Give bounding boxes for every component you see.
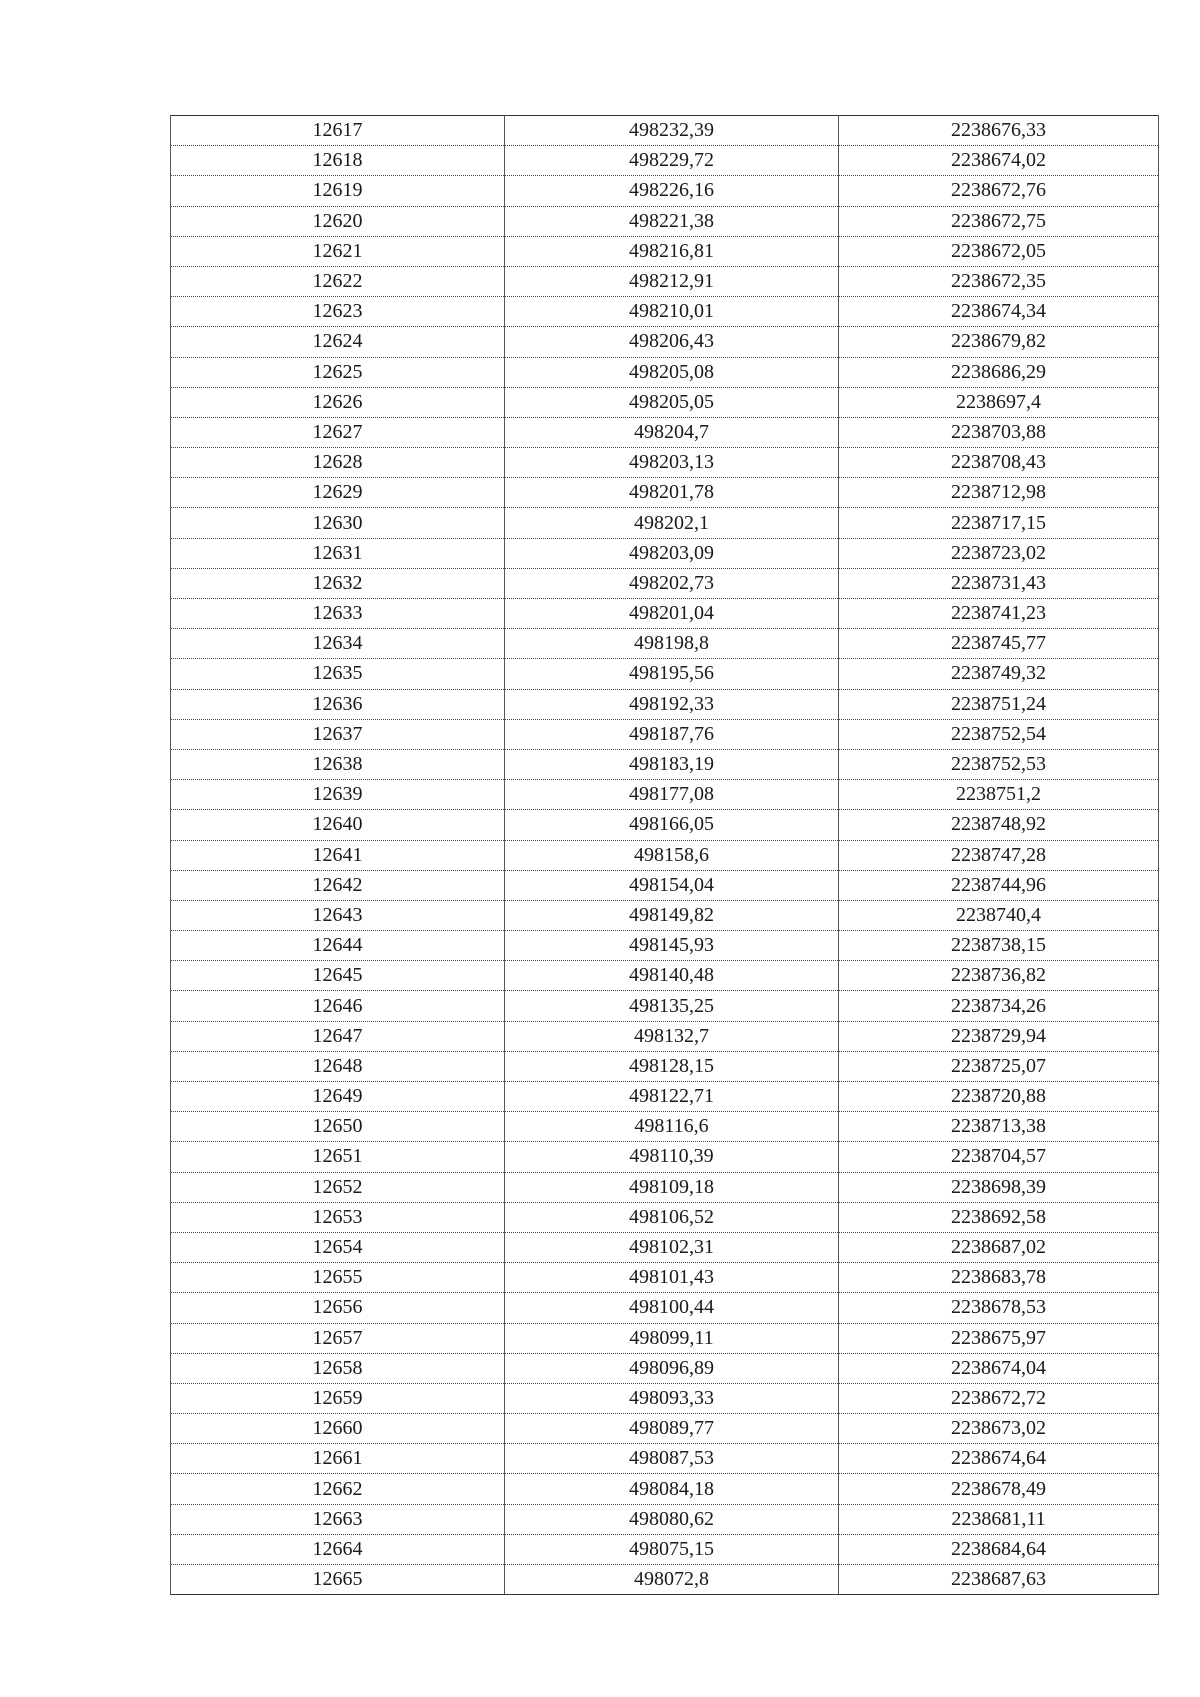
x-coordinate-cell: 498166,05 (505, 810, 839, 840)
point-number-cell: 12656 (171, 1293, 505, 1323)
x-coordinate-cell: 498203,13 (505, 448, 839, 478)
table-row (171, 478, 1159, 508)
table-row (171, 780, 1159, 810)
y-coordinate-cell: 2238681,11 (839, 1504, 1159, 1534)
point-number-cell: 12664 (171, 1534, 505, 1564)
x-coordinate-cell: 498201,04 (505, 599, 839, 629)
y-coordinate-cell: 2238731,43 (839, 568, 1159, 598)
y-coordinate-cell: 2238674,04 (839, 1353, 1159, 1383)
x-coordinate-cell: 498202,73 (505, 568, 839, 598)
table-row (171, 417, 1159, 447)
y-coordinate-cell: 2238683,78 (839, 1263, 1159, 1293)
y-coordinate-cell: 2238678,49 (839, 1474, 1159, 1504)
table-row (171, 931, 1159, 961)
point-number-cell: 12648 (171, 1051, 505, 1081)
table-row (171, 1232, 1159, 1262)
y-coordinate-cell: 2238687,02 (839, 1232, 1159, 1262)
table-row (171, 568, 1159, 598)
x-coordinate-cell: 498192,33 (505, 689, 839, 719)
y-coordinate-cell: 2238684,64 (839, 1534, 1159, 1564)
point-number-cell: 12655 (171, 1263, 505, 1293)
table-row (171, 146, 1159, 176)
table-row (171, 387, 1159, 417)
x-coordinate-cell: 498149,82 (505, 900, 839, 930)
point-number-cell: 12621 (171, 236, 505, 266)
y-coordinate-cell: 2238736,82 (839, 961, 1159, 991)
point-number-cell: 12647 (171, 1021, 505, 1051)
table-row (171, 1383, 1159, 1413)
x-coordinate-cell: 498084,18 (505, 1474, 839, 1504)
table-row (171, 266, 1159, 296)
y-coordinate-cell: 2238725,07 (839, 1051, 1159, 1081)
y-coordinate-cell: 2238751,24 (839, 689, 1159, 719)
x-coordinate-cell: 498101,43 (505, 1263, 839, 1293)
x-coordinate-cell: 498216,81 (505, 236, 839, 266)
x-coordinate-cell: 498102,31 (505, 1232, 839, 1262)
table-row (171, 961, 1159, 991)
table-row (171, 1293, 1159, 1323)
x-coordinate-cell: 498204,7 (505, 417, 839, 447)
y-coordinate-cell: 2238717,15 (839, 508, 1159, 538)
x-coordinate-cell: 498122,71 (505, 1082, 839, 1112)
y-coordinate-cell: 2238749,32 (839, 659, 1159, 689)
table-row (171, 297, 1159, 327)
x-coordinate-cell: 498229,72 (505, 146, 839, 176)
x-coordinate-cell: 498116,6 (505, 1112, 839, 1142)
y-coordinate-cell: 2238675,97 (839, 1323, 1159, 1353)
x-coordinate-cell: 498232,39 (505, 116, 839, 146)
point-number-cell: 12619 (171, 176, 505, 206)
y-coordinate-cell: 2238712,98 (839, 478, 1159, 508)
x-coordinate-cell: 498110,39 (505, 1142, 839, 1172)
y-coordinate-cell: 2238708,43 (839, 448, 1159, 478)
x-coordinate-cell: 498221,38 (505, 206, 839, 236)
table-row (171, 689, 1159, 719)
point-number-cell: 12624 (171, 327, 505, 357)
point-number-cell: 12640 (171, 810, 505, 840)
x-coordinate-cell: 498100,44 (505, 1293, 839, 1323)
x-coordinate-cell: 498183,19 (505, 749, 839, 779)
x-coordinate-cell: 498075,15 (505, 1534, 839, 1564)
x-coordinate-cell: 498132,7 (505, 1021, 839, 1051)
y-coordinate-cell: 2238747,28 (839, 840, 1159, 870)
x-coordinate-cell: 498206,43 (505, 327, 839, 357)
y-coordinate-cell: 2238679,82 (839, 327, 1159, 357)
point-number-cell: 12620 (171, 206, 505, 236)
table-row (171, 1323, 1159, 1353)
x-coordinate-cell: 498109,18 (505, 1172, 839, 1202)
point-number-cell: 12622 (171, 266, 505, 296)
table-row (171, 719, 1159, 749)
y-coordinate-cell: 2238672,35 (839, 266, 1159, 296)
table-row (171, 629, 1159, 659)
y-coordinate-cell: 2238673,02 (839, 1414, 1159, 1444)
point-number-cell: 12627 (171, 417, 505, 447)
y-coordinate-cell: 2238692,58 (839, 1202, 1159, 1232)
point-number-cell: 12646 (171, 991, 505, 1021)
point-number-cell: 12633 (171, 599, 505, 629)
x-coordinate-cell: 498106,52 (505, 1202, 839, 1232)
x-coordinate-cell: 498145,93 (505, 931, 839, 961)
table-row (171, 1534, 1159, 1564)
y-coordinate-cell: 2238734,26 (839, 991, 1159, 1021)
point-number-cell: 12632 (171, 568, 505, 598)
y-coordinate-cell: 2238672,05 (839, 236, 1159, 266)
x-coordinate-cell: 498198,8 (505, 629, 839, 659)
point-number-cell: 12631 (171, 538, 505, 568)
table-row (171, 1565, 1159, 1595)
table-row (171, 508, 1159, 538)
x-coordinate-cell: 498080,62 (505, 1504, 839, 1534)
point-number-cell: 12665 (171, 1565, 505, 1595)
table-row (171, 1082, 1159, 1112)
y-coordinate-cell: 2238672,72 (839, 1383, 1159, 1413)
y-coordinate-cell: 2238703,88 (839, 417, 1159, 447)
table-row (171, 810, 1159, 840)
table-row (171, 900, 1159, 930)
table-row (171, 357, 1159, 387)
x-coordinate-cell: 498087,53 (505, 1444, 839, 1474)
x-coordinate-cell: 498158,6 (505, 840, 839, 870)
y-coordinate-cell: 2238676,33 (839, 116, 1159, 146)
table-row (171, 1051, 1159, 1081)
point-number-cell: 12654 (171, 1232, 505, 1262)
y-coordinate-cell: 2238678,53 (839, 1293, 1159, 1323)
point-number-cell: 12629 (171, 478, 505, 508)
x-coordinate-cell: 498205,08 (505, 357, 839, 387)
table-row (171, 991, 1159, 1021)
table-row (171, 1112, 1159, 1142)
point-number-cell: 12658 (171, 1353, 505, 1383)
point-number-cell: 12626 (171, 387, 505, 417)
y-coordinate-cell: 2238686,29 (839, 357, 1159, 387)
point-number-cell: 12642 (171, 870, 505, 900)
y-coordinate-cell: 2238687,63 (839, 1565, 1159, 1595)
x-coordinate-cell: 498089,77 (505, 1414, 839, 1444)
x-coordinate-cell: 498187,76 (505, 719, 839, 749)
point-number-cell: 12643 (171, 900, 505, 930)
x-coordinate-cell: 498195,56 (505, 659, 839, 689)
x-coordinate-cell: 498154,04 (505, 870, 839, 900)
point-number-cell: 12661 (171, 1444, 505, 1474)
table-row (171, 749, 1159, 779)
y-coordinate-cell: 2238698,39 (839, 1172, 1159, 1202)
y-coordinate-cell: 2238713,38 (839, 1112, 1159, 1142)
table-row (171, 659, 1159, 689)
y-coordinate-cell: 2238674,02 (839, 146, 1159, 176)
coordinates-table (170, 115, 1159, 1595)
x-coordinate-cell: 498096,89 (505, 1353, 839, 1383)
y-coordinate-cell: 2238752,54 (839, 719, 1159, 749)
point-number-cell: 12657 (171, 1323, 505, 1353)
table-row (171, 327, 1159, 357)
x-coordinate-cell: 498202,1 (505, 508, 839, 538)
x-coordinate-cell: 498201,78 (505, 478, 839, 508)
y-coordinate-cell: 2238704,57 (839, 1142, 1159, 1172)
table-row (171, 1021, 1159, 1051)
y-coordinate-cell: 2238752,53 (839, 749, 1159, 779)
x-coordinate-cell: 498099,11 (505, 1323, 839, 1353)
point-number-cell: 12638 (171, 749, 505, 779)
point-number-cell: 12662 (171, 1474, 505, 1504)
y-coordinate-cell: 2238748,92 (839, 810, 1159, 840)
y-coordinate-cell: 2238672,76 (839, 176, 1159, 206)
y-coordinate-cell: 2238674,34 (839, 297, 1159, 327)
y-coordinate-cell: 2238723,02 (839, 538, 1159, 568)
x-coordinate-cell: 498203,09 (505, 538, 839, 568)
y-coordinate-cell: 2238672,75 (839, 206, 1159, 236)
table-row (171, 870, 1159, 900)
y-coordinate-cell: 2238751,2 (839, 780, 1159, 810)
table-row (171, 1263, 1159, 1293)
coordinates-table-body (171, 116, 1159, 1595)
table-row (171, 1504, 1159, 1534)
table-row (171, 448, 1159, 478)
table-row (171, 1444, 1159, 1474)
table-row (171, 116, 1159, 146)
point-number-cell: 12645 (171, 961, 505, 991)
point-number-cell: 12663 (171, 1504, 505, 1534)
y-coordinate-cell: 2238745,77 (839, 629, 1159, 659)
y-coordinate-cell: 2238720,88 (839, 1082, 1159, 1112)
table-row (171, 538, 1159, 568)
point-number-cell: 12637 (171, 719, 505, 749)
point-number-cell: 12623 (171, 297, 505, 327)
table-row (171, 1414, 1159, 1444)
x-coordinate-cell: 498093,33 (505, 1383, 839, 1413)
table-row (171, 1172, 1159, 1202)
y-coordinate-cell: 2238697,4 (839, 387, 1159, 417)
y-coordinate-cell: 2238729,94 (839, 1021, 1159, 1051)
table-row (171, 599, 1159, 629)
point-number-cell: 12634 (171, 629, 505, 659)
table-row (171, 176, 1159, 206)
point-number-cell: 12644 (171, 931, 505, 961)
point-number-cell: 12618 (171, 146, 505, 176)
point-number-cell: 12650 (171, 1112, 505, 1142)
table-row (171, 840, 1159, 870)
table-row (171, 1202, 1159, 1232)
x-coordinate-cell: 498177,08 (505, 780, 839, 810)
y-coordinate-cell: 2238740,4 (839, 900, 1159, 930)
table-row (171, 1474, 1159, 1504)
point-number-cell: 12636 (171, 689, 505, 719)
table-row (171, 236, 1159, 266)
table-row (171, 206, 1159, 236)
point-number-cell: 12625 (171, 357, 505, 387)
x-coordinate-cell: 498212,91 (505, 266, 839, 296)
point-number-cell: 12651 (171, 1142, 505, 1172)
point-number-cell: 12628 (171, 448, 505, 478)
x-coordinate-cell: 498072,8 (505, 1565, 839, 1595)
point-number-cell: 12660 (171, 1414, 505, 1444)
x-coordinate-cell: 498205,05 (505, 387, 839, 417)
point-number-cell: 12652 (171, 1172, 505, 1202)
x-coordinate-cell: 498226,16 (505, 176, 839, 206)
x-coordinate-cell: 498210,01 (505, 297, 839, 327)
y-coordinate-cell: 2238674,64 (839, 1444, 1159, 1474)
table-row (171, 1142, 1159, 1172)
point-number-cell: 12659 (171, 1383, 505, 1413)
y-coordinate-cell: 2238744,96 (839, 870, 1159, 900)
point-number-cell: 12635 (171, 659, 505, 689)
point-number-cell: 12639 (171, 780, 505, 810)
point-number-cell: 12653 (171, 1202, 505, 1232)
y-coordinate-cell: 2238741,23 (839, 599, 1159, 629)
x-coordinate-cell: 498128,15 (505, 1051, 839, 1081)
point-number-cell: 12641 (171, 840, 505, 870)
table-row (171, 1353, 1159, 1383)
x-coordinate-cell: 498135,25 (505, 991, 839, 1021)
point-number-cell: 12617 (171, 116, 505, 146)
point-number-cell: 12630 (171, 508, 505, 538)
y-coordinate-cell: 2238738,15 (839, 931, 1159, 961)
x-coordinate-cell: 498140,48 (505, 961, 839, 991)
point-number-cell: 12649 (171, 1082, 505, 1112)
